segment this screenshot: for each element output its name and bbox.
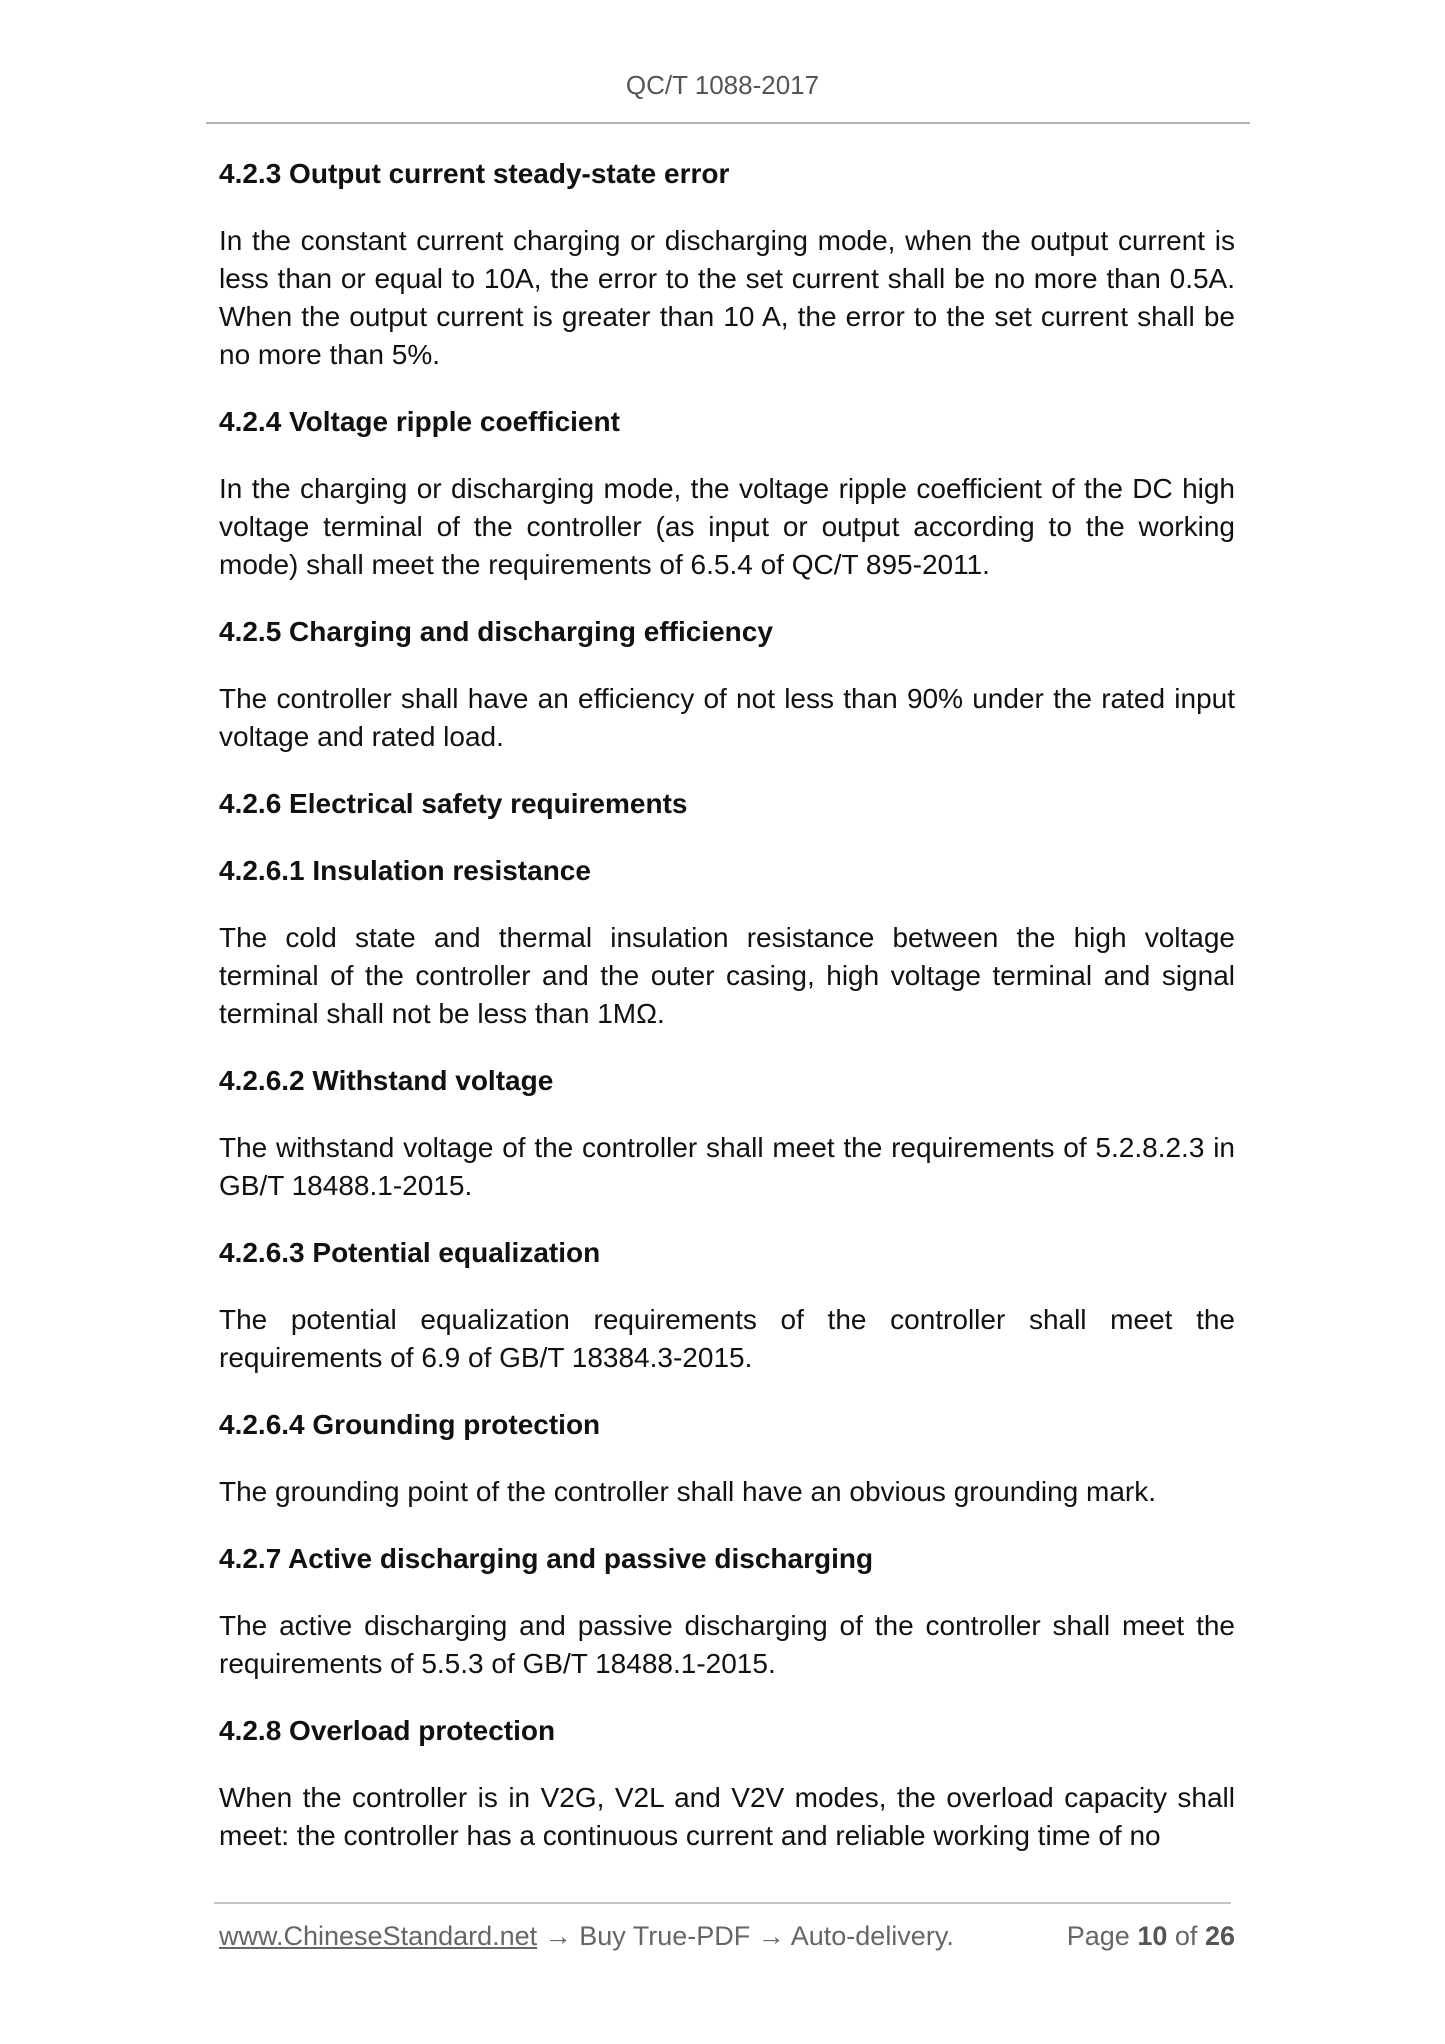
section-4-2-8 [219,1712,1235,1855]
section-paragraph: The cold state and thermal insulation resistance between the high voltage terminal of the controller and the outer casing, high voltage terminal and signal terminal shall not be less than 1MΩ. [219,922,1235,1029]
section-4-2-4 [219,403,1235,584]
section-paragraph: When the controller is in V2G, V2L and V2V modes, the overload capacity shall meet: the controller has a continuous current and reliable working time of no [219,1782,1235,1851]
section-paragraph: In the charging or discharging mode, the voltage ripple coefficient of the DC high voltage terminal of the controller (as input or output according to the working mode) shall meet the requirements of 6.5.4 of QC/T 895-2011. [219,473,1235,580]
section-heading: 4.2.6 Electrical safety requirements [219,788,688,819]
section-4-2-6 [219,785,1235,823]
section-heading: 4.2.6.2 Withstand voltage [219,1065,554,1096]
section-paragraph: The grounding point of the controller shall have an obvious grounding mark. [219,1476,1157,1507]
page-label: Page [1066,1921,1130,1951]
section-paragraph: The potential equalization requirements of the controller shall meet the requirements of 6.9 of GB/T 18384.3-2015. [219,1304,1235,1373]
section-heading: 4.2.6.4 Grounding protection [219,1409,601,1440]
section-heading: 4.2.5 Charging and discharging efficiency [219,616,773,647]
section-heading: 4.2.6.1 Insulation resistance [219,855,591,886]
section-paragraph: The controller shall have an efficiency of not less than 90% under the rated input voltage and rated load. [219,683,1235,752]
section-4-2-3 [219,155,1235,374]
footer-tagline: → Buy True-PDF → Auto-delivery. [537,1921,954,1951]
footer-divider [214,1902,1231,1904]
section-4-2-6-1 [219,852,1235,1033]
page-current: 10 [1137,1921,1168,1951]
section-4-2-6-2 [219,1062,1235,1205]
document-body [219,155,1235,1884]
section-heading: 4.2.8 Overload protection [219,1715,556,1746]
section-4-2-6-3 [219,1234,1235,1377]
header-divider [206,122,1250,124]
section-heading: 4.2.6.3 Potential equalization [219,1237,601,1268]
section-heading: 4.2.7 Active discharging and passive discharging [219,1543,874,1574]
section-paragraph: The withstand voltage of the controller shall meet the requirements of 5.2.8.2.3 in GB/T 18488.1-2015. [219,1132,1235,1201]
section-paragraph: In the constant current charging or discharging mode, when the output current is less than or equal to 10A, the error to the set current shall be no more than 0.5A. When the output current is greater than 10 A, the error to the set current shall be no more than 5%. [219,225,1235,370]
page-total: 26 [1204,1921,1235,1951]
section-4-2-5 [219,613,1235,756]
section-heading: 4.2.3 Output current steady-state error [219,158,730,189]
website-link[interactable]: www.ChineseStandard.net [219,1921,538,1951]
footer-promo [219,1921,954,1952]
page-indicator [1067,1921,1235,1952]
section-4-2-7 [219,1540,1235,1683]
section-heading: 4.2.4 Voltage ripple coefficient [219,406,620,437]
document-code: QC/T 1088-2017 [625,70,820,100]
section-paragraph: The active discharging and passive discharging of the controller shall meet the requirements of 5.5.3 of GB/T 18488.1-2015. [219,1610,1235,1679]
page-of-label: of [1174,1921,1198,1951]
section-4-2-6-4 [219,1406,1235,1511]
